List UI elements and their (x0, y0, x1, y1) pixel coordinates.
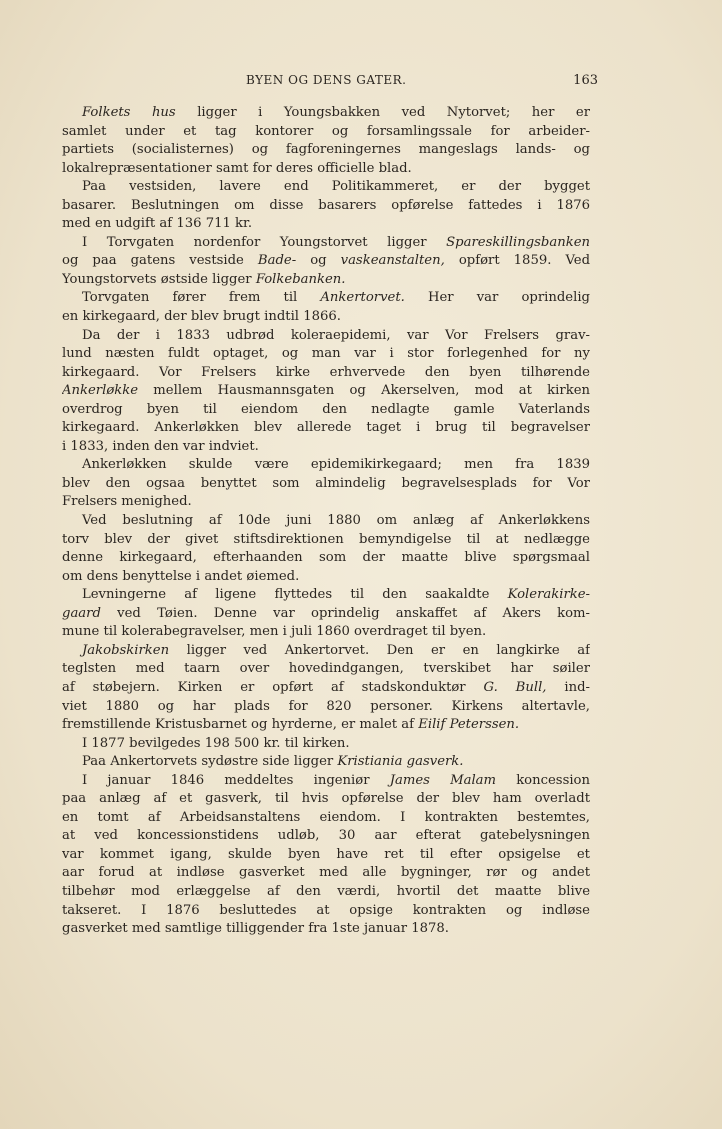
text-line (62, 308, 590, 327)
text-line (62, 123, 590, 142)
text-line (62, 902, 590, 921)
text-segment: opført 1859. Ved (444, 253, 590, 269)
text-segment: takseret. I 1876 besluttedes at opsige kontrakten og indløse (62, 902, 590, 918)
italic-text: Jakobskirken (82, 642, 170, 658)
text-segment: og paa gatens vestside (62, 253, 258, 269)
text-line (62, 642, 590, 661)
text-segment: ind- (546, 679, 590, 695)
text-segment: var kommet igang, skulde byen have ret til efter opsigelse et (62, 846, 590, 862)
text-segment: lund næsten fuldt optaget, og man var i stor forlegenhed for ny (62, 346, 590, 362)
italic-text: Ankerløkke (62, 383, 139, 399)
text-line (62, 883, 590, 902)
text-segment: kirkegaard. Vor Frelsers kirke erhvervede den byen tilhørende (62, 364, 590, 380)
text-line (62, 623, 590, 642)
text-segment: Her var oprindelig (404, 290, 590, 306)
text-segment: Ved beslutning af 10de juni 1880 om anlæg af Ankerløkkens (82, 513, 590, 529)
text-segment: en tomt af Arbeidsanstaltens eiendom. I kontrakten bestemtes, (62, 809, 590, 825)
italic-text: Kolerakirke- (507, 587, 590, 603)
text-segment: kirkegaard. Ankerløkken blev allerede taget i brug til begravelser (62, 420, 590, 436)
text-line (62, 271, 590, 290)
text-segment: partiets (socialisternes) og fagforeningernes mangeslags lands- og (62, 142, 590, 158)
text-line (62, 456, 590, 475)
text-line (62, 605, 590, 624)
text-line (62, 475, 590, 494)
italic-text: Kristiania gasverk. (337, 754, 464, 770)
text-line (62, 438, 590, 457)
text-segment: Levningerne af ligene flyttedes til den saakaldte (82, 587, 508, 603)
text-segment: med en udgift af 136 711 kr. (62, 216, 253, 232)
text-line (62, 568, 590, 587)
text-segment: Da der i 1833 udbrød koleraepidemi, var Vor Frelsers grav- (82, 327, 590, 343)
text-segment: viet 1880 og har plads for 820 personer. Kirkens altertavle, (62, 698, 590, 714)
body-text (62, 104, 590, 939)
text-segment: Torvgaten fører frem til (82, 290, 321, 306)
italic-text: vaskeanstalten, (340, 253, 445, 269)
text-segment: basarer. Beslutningen om disse basarers opførelse fattedes i 1876 (62, 197, 590, 213)
italic-text: Ankertorvet. (320, 290, 405, 306)
text-line (62, 679, 590, 698)
text-segment: I 1877 bevilgedes 198 500 kr. til kirken. (82, 735, 350, 751)
italic-text: Folkets hus (82, 105, 176, 120)
text-segment: mellem Hausmannsgaten og Akerselven, mod at kirken (138, 383, 590, 399)
text-line (62, 864, 590, 883)
text-line (62, 716, 590, 735)
text-segment: koncession (496, 772, 590, 788)
text-segment: I januar 1846 meddeltes ingeniør (82, 772, 390, 788)
text-line (62, 141, 590, 160)
text-segment: en kirkegaard, der blev brugt indtil 1866. (62, 309, 341, 325)
text-line (62, 920, 590, 939)
text-line (62, 512, 590, 531)
text-segment: Paa Ankertorvets sydøstre side ligger (82, 754, 338, 770)
text-segment: tilbehør mod erlæggelse af den værdi, hvortil det maatte blive (62, 883, 590, 899)
italic-text: Spareskillingsbanken (446, 234, 590, 250)
text-line (62, 197, 590, 216)
text-line (62, 809, 590, 828)
text-segment: Youngstorvets østside ligger (62, 271, 256, 287)
italic-text: Bade- (257, 253, 297, 269)
text-segment: om dens benyttelse i andet øiemed. (62, 568, 300, 584)
text-line (62, 327, 590, 346)
text-segment: blev den ogsaa benyttet som almindelig begravelsesplads for Vor (62, 475, 590, 491)
text-line (62, 753, 590, 772)
text-segment: torv blev der givet stiftsdirektionen bemyndigelse til at nedlægge (62, 531, 590, 547)
text-line (62, 234, 590, 253)
text-line (62, 586, 590, 605)
italic-text: gaard (62, 605, 101, 621)
text-segment: denne kirkegaard, efterhaanden som der maatte blive spørgsmaal (62, 550, 590, 566)
italic-text: Folkebanken. (255, 271, 346, 287)
running-title: BYEN OG DENS GATER. (246, 73, 407, 87)
text-segment: i 1833, inden den var indviet. (62, 438, 259, 454)
text-line (62, 698, 590, 717)
text-segment: Paa vestsiden, lavere end Politikammeret, er der bygget (82, 179, 590, 195)
text-line (62, 401, 590, 420)
text-line (62, 531, 590, 550)
italic-text: G. Bull, (483, 679, 547, 695)
text-segment: I Torvgaten nordenfor Youngstorvet ligger (82, 234, 447, 250)
italic-text: Eilif Peterssen. (418, 717, 520, 733)
text-segment: aar forud at indløse gasverket med alle bygninger, rør og andet (62, 865, 590, 881)
text-segment: teglsten med taarn over hovedindgangen, tverskibet har søiler (62, 661, 590, 677)
text-line (62, 252, 590, 271)
text-segment: at ved koncessionstidens udløb, 30 aar efterat gatebelysningen (62, 828, 590, 844)
italic-text: James Malam (389, 772, 497, 788)
text-segment: ved Tøien. Denne var oprindelig anskaffet af Akers kom- (100, 605, 590, 621)
text-segment: ligger ved Ankertorvet. Den er en langkirke af (169, 642, 590, 658)
text-segment: fremstillende Kristusbarnet og hyrderne, er malet af (62, 717, 419, 733)
text-line (62, 660, 590, 679)
text-segment: mune til kolerabegravelser, men i juli 1860 overdraget til byen. (62, 624, 487, 640)
text-line (62, 345, 590, 364)
text-line (62, 827, 590, 846)
text-line (62, 419, 590, 438)
text-segment: overdrog byen til eiendom den nedlagte gamle Vaterlands (62, 401, 590, 417)
text-line (62, 735, 590, 754)
text-segment: og (296, 253, 341, 269)
text-segment: samlet under et tag kontorer og forsamlingssale for arbeider- (62, 123, 590, 139)
text-segment: Ankerløkken skulde være epidemikirkegaard; men fra 1839 (82, 457, 590, 473)
page-header (68, 73, 598, 93)
text-line (62, 772, 590, 791)
text-line (62, 493, 590, 512)
text-line (62, 382, 590, 401)
text-segment: ligger i Youngsbakken ved Nytorvet; her er (175, 105, 590, 120)
text-line (62, 549, 590, 568)
text-line (62, 178, 590, 197)
text-segment: paa anlæg af et gasverk, til hvis opførelse der blev ham overladt (62, 791, 590, 807)
text-line (62, 364, 590, 383)
text-line (62, 104, 590, 123)
text-segment: Frelsers menighed. (62, 494, 192, 510)
text-line (62, 289, 590, 308)
text-line (62, 160, 590, 179)
text-line (62, 846, 590, 865)
text-segment: lokalrepræsentationer samt for deres officielle blad. (62, 160, 412, 176)
text-line (62, 790, 590, 809)
text-segment: gasverket med samtlige tilliggender fra 1ste januar 1878. (62, 921, 450, 937)
text-line (62, 215, 590, 234)
page-number: 163 (573, 73, 598, 88)
text-segment: af støbejern. Kirken er opført af stadskonduktør (62, 679, 484, 695)
